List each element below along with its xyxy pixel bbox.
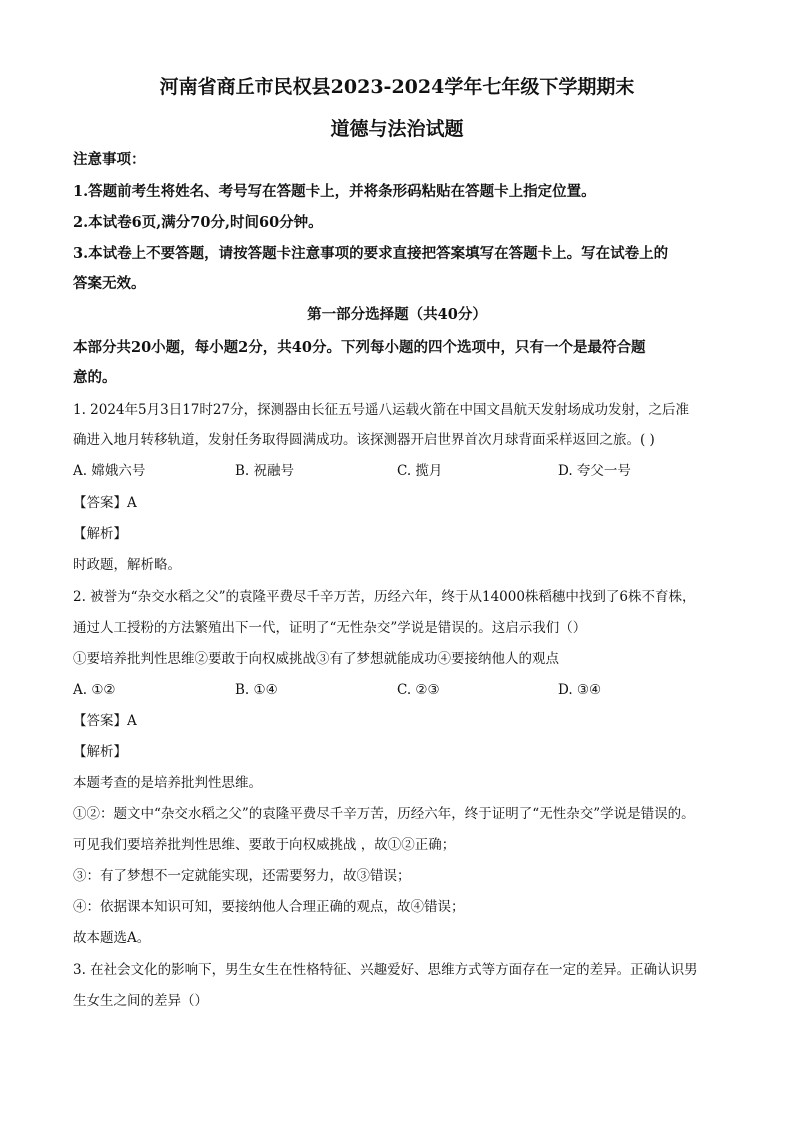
q1-stem-cont: 确进入地月转移轨道，发射任务取得圆满成功。该探测器开启世界首次月球背面采样返回之旅。( ) [73, 432, 655, 448]
notice-item-3-cont: 答案无效。 [73, 275, 146, 292]
q2-analysis-5: ④：依据课本知识可知，要接纳他人合理正确的观点，故④错误； [73, 899, 465, 915]
q2-analysis-label: 【解析】 [73, 744, 127, 760]
notice-item-3: 3.本试卷上不要答题，请按答题卡注意事项的要求直接把答案填写在答题卡上。写在试卷上的 [73, 245, 669, 262]
q2-stem: 2. 被誉为“杂交水稻之父”的袁隆平费尽千辛万苦，历经六年，终于从14000株稻穗中找到了6株不育株， [73, 589, 696, 605]
q1-option-c: C. 揽月 [397, 463, 443, 479]
q1-stem: 1. 2024年5月3日17时27分，探测器由长征五号遥八运载火箭在中国文昌航天发射场成功发射，之后准 [73, 402, 690, 418]
q2-analysis-3: 可见我们要培养批判性思维、要敢于向权威挑战 ，故①②正确； [73, 837, 456, 853]
q1-option-d: D. 夸父一号 [558, 463, 631, 479]
section-desc-cont: 意的。 [73, 369, 117, 386]
q1-answer: 【答案】A [73, 495, 137, 511]
q2-option-d: D. ③④ [558, 682, 602, 698]
notice-heading: 注意事项： [73, 151, 146, 168]
q2-analysis-4: ③：有了梦想不一定就能实现，还需要努力，故③错误； [73, 868, 411, 884]
q2-analysis-6: 故本题选A。 [73, 930, 151, 946]
q2-answer: 【答案】A [73, 713, 137, 729]
q1-analysis: 时政题，解析略。 [73, 557, 181, 573]
q2-analysis-2: ①②：题文中“杂交水稻之父”的袁隆平费尽千辛万苦，历经六年，终于证明了“无性杂交”学说是错误的。 [73, 806, 695, 822]
q1-option-b: B. 祝融号 [235, 463, 295, 479]
section-title: 第一部分选择题（共40分） [307, 306, 487, 323]
q1-option-a: A. 嫦娥六号 [73, 463, 146, 479]
q2-statements: ①要培养批判性思维②要敢于向权威挑战③有了梦想就能成功④要接纳他人的观点 [73, 651, 559, 667]
q2-stem-cont: 通过人工授粉的方法繁殖出下一代，证明了“无性杂交”学说是错误的。这启示我们（） [73, 620, 587, 636]
q2-option-b: B. ①④ [235, 682, 278, 698]
q1-analysis-label: 【解析】 [73, 526, 127, 542]
section-desc: 本部分共20小题，每小题2分，共40分。下列每小题的四个选项中，只有一个是最符合题 [73, 339, 646, 356]
q3-stem: 3. 在社会文化的影响下，男生女生在性格特征、兴趣爱好、思维方式等方面存在一定的差异。正确认识男 [73, 962, 698, 978]
q3-stem-cont: 生女生之间的差异（） [73, 993, 208, 1009]
page-title: 河南省商丘市民权县2023-2024学年七年级下学期期末 [159, 76, 635, 98]
notice-item-2: 2.本试卷6页,满分70分,时间60分钟。 [73, 214, 323, 231]
q2-option-c: C. ②③ [397, 682, 440, 698]
q2-analysis-1: 本题考查的是培养批判性思维。 [73, 775, 262, 791]
q2-option-a: A. ①② [73, 682, 116, 698]
page-subtitle: 道德与法治试题 [330, 118, 464, 140]
notice-item-1: 1.答题前考生将姓名、考号写在答题卡上，并将条形码粘贴在答题卡上指定位置。 [73, 183, 596, 200]
